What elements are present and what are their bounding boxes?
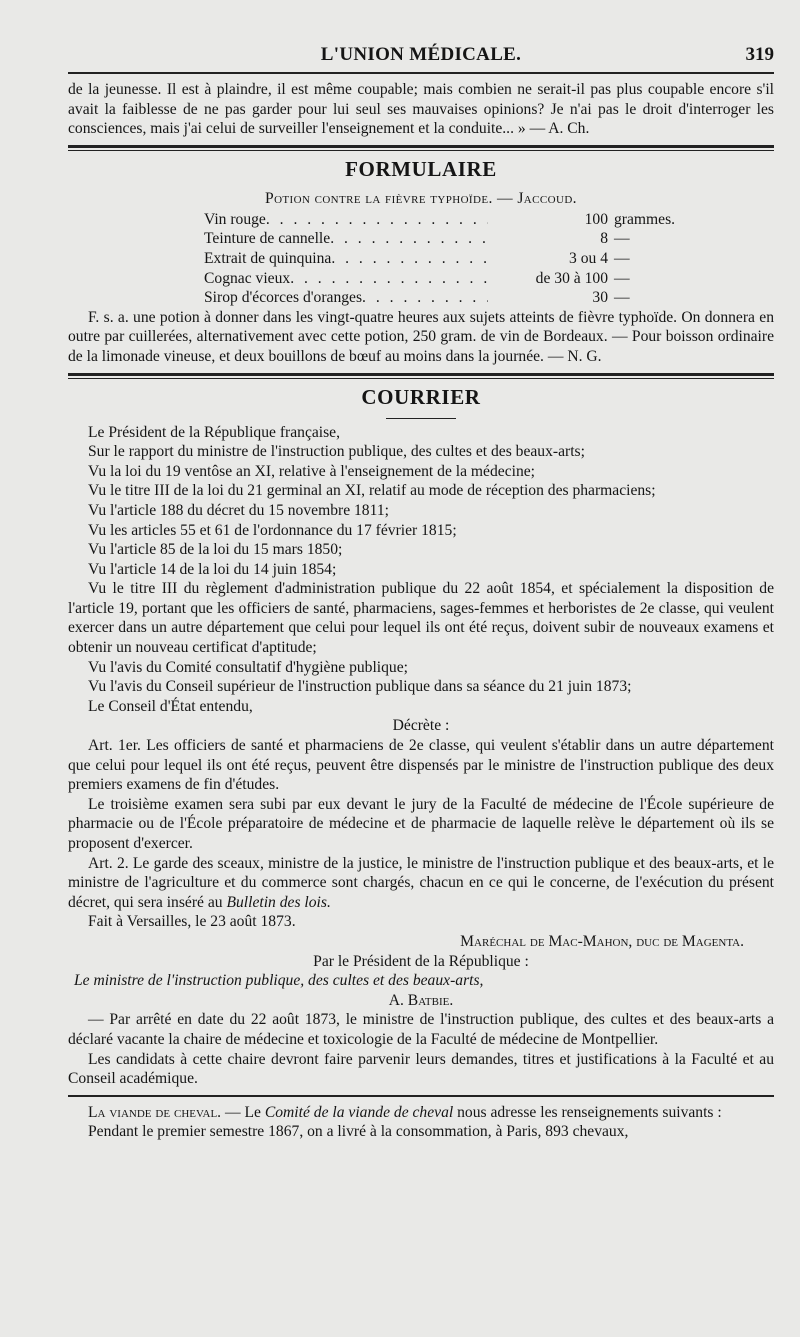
ingredient-unit: — bbox=[614, 289, 630, 307]
viande-pre: — Le bbox=[224, 1103, 261, 1121]
leader-dots bbox=[331, 249, 488, 269]
ministre-name: A. Batbie. bbox=[388, 991, 454, 1009]
ingredient-row bbox=[204, 288, 704, 308]
article-2-text: Art. 2. Le garde des sceaux, ministre de la justice, le ministre de l'instruction publique et des beaux-arts, et le ministre de l'agriculture et du commerce sont chargés, chacun en ce qui le concerne, de l'exécution du présent décret, qui sera inséré au bbox=[68, 854, 774, 911]
section-divider bbox=[68, 373, 774, 379]
ingredient-row bbox=[204, 249, 704, 269]
decree-date: Fait à Versailles, le 23 août 1873. bbox=[88, 913, 296, 931]
leader-dots bbox=[362, 288, 488, 308]
courrier-title: COURRIER bbox=[361, 384, 481, 409]
recipe-title: Potion contre la fièvre typhoïde. — Jaccoud. bbox=[265, 189, 577, 207]
decree-signature: Maréchal de Mac-Mahon, duc de Magenta. bbox=[460, 932, 744, 950]
journal-title: L'UNION MÉDICALE. bbox=[320, 44, 522, 65]
decree-line: Sur le rapport du ministre de l'instruction publique, des cultes et des beaux-arts; bbox=[88, 443, 585, 461]
ingredient-name: Cognac vieux bbox=[204, 269, 291, 287]
candidats-paragraph: Les candidats à cette chaire devront faire parvenir leurs demandes, titres et justifications à la Faculté et au Conseil académique. bbox=[68, 1050, 774, 1088]
par-le-president: Par le Président de la République : bbox=[313, 952, 529, 970]
page-number: 319 bbox=[745, 44, 774, 65]
arrete-paragraph: — Par arrêté en date du 22 août 1873, le ministre de l'instruction publique, des cultes et des beaux-arts a déclaré vacante la chaire de médecine et toxicologie de la Faculté de médecine de Montpellier. bbox=[68, 1011, 774, 1048]
ingredient-qty: 8 bbox=[600, 230, 608, 248]
section-divider bbox=[68, 1095, 774, 1097]
ingredient-list bbox=[68, 210, 774, 308]
ingredient-qty: 3 ou 4 bbox=[569, 249, 608, 267]
decree-line: Vu le titre III de la loi du 21 germinal an XI, relatif au mode de réception des pharmaciens; bbox=[88, 482, 656, 500]
decree-line: Vu l'avis du Comité consultatif d'hygiène publique; bbox=[88, 658, 408, 676]
leader-dots bbox=[266, 210, 488, 230]
ingredient-qty: de 30 à 100 bbox=[535, 269, 608, 287]
leader-dots bbox=[330, 229, 488, 249]
pendant-paragraph: Pendant le premier semestre 1867, on a livré à la consommation, à Paris, 893 chevaux, bbox=[88, 1123, 629, 1141]
ingredient-name: Sirop d'écorces d'oranges bbox=[204, 289, 363, 307]
short-rule bbox=[386, 418, 456, 419]
decree-line: Vu les articles 55 et 61 de l'ordonnance du 17 février 1815; bbox=[88, 521, 457, 539]
leader-dots bbox=[290, 269, 488, 289]
decree-line: Le Président de la République française, bbox=[88, 423, 341, 441]
decree-line: Le Conseil d'État entendu, bbox=[88, 697, 253, 715]
ministre-title: Le ministre de l'instruction publique, des cultes et des beaux-arts, bbox=[74, 972, 484, 990]
ingredient-name: Vin rouge bbox=[204, 210, 266, 228]
ingredient-row bbox=[204, 269, 704, 289]
bulletin-title: Bulletin des lois. bbox=[226, 893, 331, 911]
decree-preamble bbox=[68, 423, 774, 717]
viande-rest: nous adresse les renseignements suivants : bbox=[457, 1103, 722, 1121]
article-1-continued: Le troisième examen sera subi par eux devant le jury de la Faculté de médecine de l'École supérieure de pharmacie ou de l'École préparatoire de médecine et de pharmacie de laquelle relève le département où ils se proposent d'exercer. bbox=[68, 795, 774, 852]
decree-line: Vu l'article 188 du décret du 15 novembre 1811; bbox=[88, 501, 389, 519]
ingredient-unit: grammes. bbox=[614, 210, 676, 228]
decree-line: Vu la loi du 19 ventôse an XI, relative à l'enseignement de la médecine; bbox=[88, 462, 536, 480]
decree-line: Vu l'avis du Conseil supérieur de l'instruction publique dans sa séance du 21 juin 1873; bbox=[88, 678, 632, 696]
ingredient-row bbox=[204, 229, 704, 249]
ingredient-name: Teinture de cannelle bbox=[204, 230, 331, 248]
ingredient-qty: 100 bbox=[584, 210, 608, 228]
running-head bbox=[68, 42, 774, 72]
ingredient-unit: — bbox=[614, 269, 630, 287]
recipe-instructions: F. s. a. une potion à donner dans les vingt-quatre heures aux sujets atteints de fièvre typhoïde. On donnera en outre par cuillerées, alternativement avec cette potion, 250 gram. de vin de Bordeaux. — Pour boisson ordinaire de la limonade vineuse, et deux bouillons de bœuf au moins dans la journée. — N. G. bbox=[68, 308, 774, 365]
article-2 bbox=[68, 854, 774, 913]
viande-paragraph bbox=[68, 1103, 774, 1123]
article-1: Art. 1er. Les officiers de santé et pharmaciens de 2e classe, qui veulent s'établir dans un autre département que celui pour lequel ils ont été reçus, peuvent être dispensés par le ministre de l'instruction publique des deux premiers examens de fin d'études. bbox=[68, 737, 774, 794]
decree-line: Vu l'article 14 de la loi du 14 juin 1854; bbox=[88, 560, 337, 578]
ingredient-qty: 30 bbox=[592, 289, 608, 307]
ingredient-unit: — bbox=[614, 230, 630, 248]
viande-comite: Comité de la viande de cheval bbox=[264, 1103, 454, 1121]
formulaire-title: FORMULAIRE bbox=[345, 156, 497, 181]
decrete-heading: Décrète : bbox=[392, 717, 450, 735]
section-divider bbox=[68, 145, 774, 151]
ingredient-name: Extrait de quinquina bbox=[204, 249, 332, 267]
ingredient-unit: — bbox=[614, 249, 630, 267]
ingredient-row bbox=[204, 210, 704, 230]
intro-paragraph: de la jeunesse. Il est à plaindre, il est même coupable; mais combien ne serait-il pas plus coupable encore s'il avait la faiblesse de ne pas garder pour lui seul ses mauvaises opinions? Je n'ai pas le droit d'interroger les consciences, mais j'ai celui de surveiller l'enseignement et la conduite... » — A. Ch. bbox=[68, 81, 774, 138]
decree-line: Vu le titre III du règlement d'administration publique du 22 août 1854, et spécialement la disposition de l'article 19, portant que les officiers de santé, pharmaciens, sages-femmes et herboristes de 2e classe, qui veulent exercer dans un autre département que celui pour lequel ils ont été reçus, doivent subir de nouveaux examens et obtenir un nouveau certificat d'aptitude; bbox=[68, 580, 774, 657]
viande-label: La viande de cheval. bbox=[88, 1103, 222, 1121]
decree-line: Vu l'article 85 de la loi du 15 mars 1850; bbox=[88, 541, 343, 559]
header-rule bbox=[68, 72, 774, 74]
